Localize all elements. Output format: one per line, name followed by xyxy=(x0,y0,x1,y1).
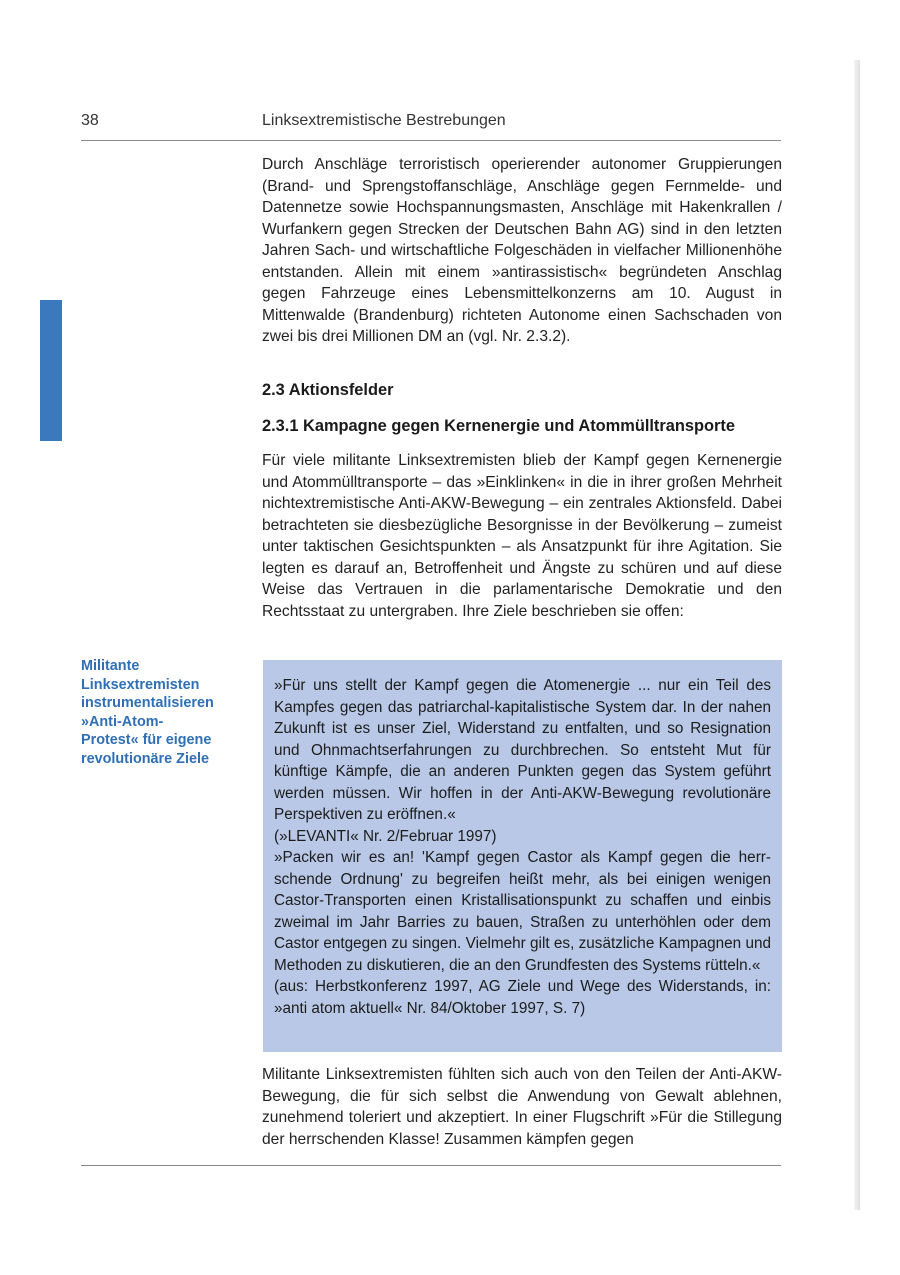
quote-source-herbstkonferenz: (aus: Herbstkonferenz 1997, AG Ziele und Wege des Widerstands, in: »anti atom aktuell« Nr. 84/Oktober 1997, S. 7) xyxy=(274,978,771,1017)
campaign-paragraph: Für viele militante Linksextremisten blieb der Kampf gegen Kernenergie und Atommülltransporte – das »Einklinken« in die in ihrer großen Mehrheit nichtextremistische Anti-AKW-Bewegung – ein zentrales Aktionsfeld. Dabei betrachteten sie diesbezügliche Besorgnisse in der Bevölkerung – zumeist unter taktischen Gesichtspunkten – als Ansatzpunkt für ihre Agitation. Sie legten es darauf an, Betroffenheit und Ängste zu schüren und auf diese Weise das Vertrauen in die parlamentarische Demokratie und den Rechtsstaat zu untergraben. Ihre Ziele beschrieben sie offen: xyxy=(262,452,782,620)
margin-note: Militante Linksextremisten instrumentalisieren »Anti-Atom- Protest« für eigene revolutionäre Ziele xyxy=(81,658,214,767)
quote-box xyxy=(263,660,782,1052)
subsection-heading: 2.3.1 Kampagne gegen Kernenergie und Atommülltransporte xyxy=(262,417,735,435)
closing-paragraph: Militante Linksextremisten fühlten sich auch von den Teilen der Anti-AKW-Bewegung, die für sich selbst die Anwendung von Gewalt ablehnen, zunehmend toleriert und akzeptiert. In einer Flugschrift »Für die Stillegung der herrschenden Klasse! Zusammen kämpfen gegen xyxy=(262,1066,782,1148)
page-number: 38 xyxy=(81,112,99,129)
quote-source-levanti: (»LEVANTI« Nr. 2/Februar 1997) xyxy=(274,827,497,845)
header-rule xyxy=(81,140,781,141)
quote-levanti: »Für uns stellt der Kampf gegen die Atomenergie ... nur ein Teil des Kampfes gegen das patriarchal-kapitalistische System dar. In der nahen Zukunft ist es unser Ziel, Widerstand zu entfalten, und so Resignation und Ohnmachtserfahrungen zu durchbrechen. So entsteht Mut für künftige Kämpfe, die an anderen Punkten gegen das System geführt werden müssen. Wir hoffen in der Anti-AKW-Bewegung revolutionäre Perspektiven zu eröffnen.« xyxy=(274,677,771,823)
running-title: Linksextremistische Bestrebungen xyxy=(262,112,506,129)
page-edge-shadow xyxy=(854,60,860,1210)
quote-herbstkonferenz: »Packen wir es an! 'Kampf gegen Castor als Kampf gegen die herrschende Ordnung' zu begreifen heißt mehr, als bei einigen wenigen Castor-Transporten einen Kristallisationspunkt zu schaffen und einbis zweimal im Jahr Barries zu bauen, Straßen zu unterhöhlen oder dem Castor entgegen zu singen. Vielmehr gilt es, zusätzliche Kampagnen und Methoden zu diskutieren, die an den Grundfesten des Systems rütteln.« xyxy=(274,849,771,974)
footer-rule xyxy=(81,1165,781,1166)
page-header xyxy=(81,112,781,136)
chapter-marker-bar xyxy=(40,300,62,441)
section-heading: 2.3 Aktionsfelder xyxy=(262,381,394,399)
quote-content xyxy=(274,675,771,1019)
intro-paragraph: Durch Anschläge terroristisch operierender autonomer Gruppierungen (Brand- und Sprengstoffanschläge, Anschläge gegen Fernmelde- und Datennetze sowie Hochspannungsmasten, Anschläge mit Hakenkrallen / Wurfankern gegen Strecken der Deutschen Bahn AG) sind in den letzten Jahren Sach- und wirtschaftliche Folgeschäden in vielfacher Millionenhöhe entstanden. Allein mit einem »antirassistisch« begründeten Anschlag gegen Fahrzeuge eines Lebensmittelkonzerns am 10. August in Mittenwalde (Brandenburg) richteten Autonome einen Sachschaden von zwei bis drei Millionen DM an (vgl. Nr. 2.3.2). xyxy=(262,156,782,345)
